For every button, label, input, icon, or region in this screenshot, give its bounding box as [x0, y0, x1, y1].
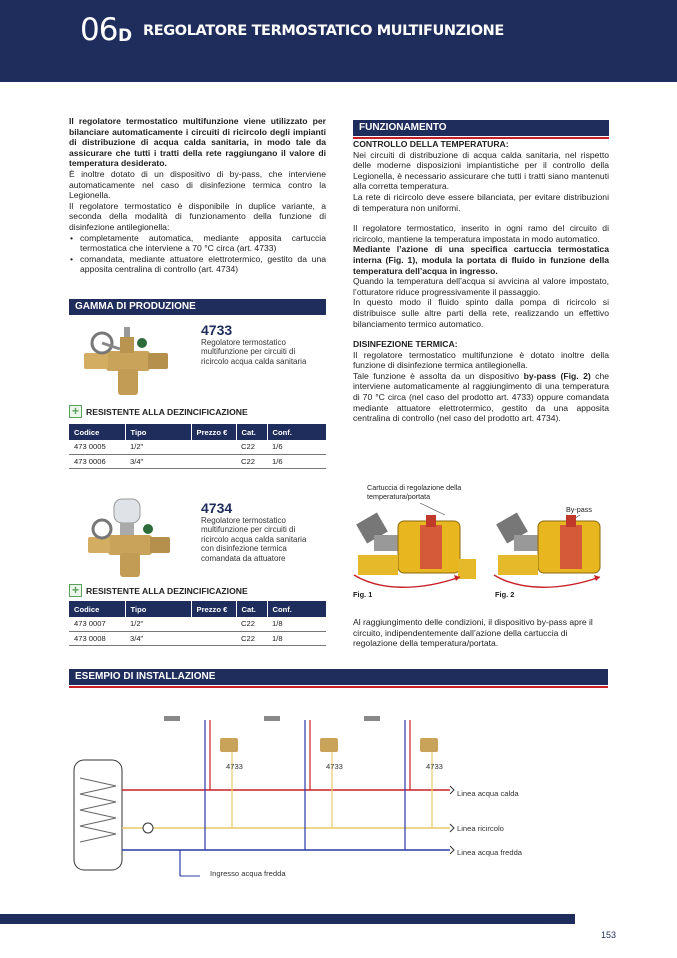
- para-final: Al raggiungimento delle condizioni, il dispositivo by-pass apre il circuito, indipendentemente dall’azione della cartuccia di regolazione della temperatura/portata.: [353, 617, 593, 649]
- intro-bold: Il regolatore termostatico multifunzione viene utilizzato per bilanciare automaticamente i circuiti di ricircolo degli impianti di distribuzione di acqua calda sanitaria, in modo tale da assicurare che tutti i tratti della rete raggiungano il valore di temperatura desiderato.: [69, 116, 326, 169]
- text-run: Tale funzione è assolta da un dispositivo: [353, 370, 524, 381]
- resist-text: RESISTENTE ALLA DEZINCIFICAZIONE: [86, 585, 248, 596]
- cell-conf: 1/8: [267, 617, 326, 631]
- gamma-title: GAMMA DI PRODUZIONE: [75, 301, 196, 312]
- para: Quando la temperatura dell’acqua si avvicina al valore impostato, l’otturatore riduce progressivamente il passaggio.: [353, 276, 609, 297]
- cell-codice: 473 0006: [69, 454, 125, 468]
- para: Nei circuiti di distribuzione di acqua calda sanitaria, nel rispetto delle moderne disposizioni impiantistiche per il controllo della Legionella, è necessario assicurare che tutti i tratti siano mantenuti alla corretta temperatura.: [353, 149, 609, 192]
- page-title: REGOLATORE TERMOSTATICO MULTIFUNZIONE: [143, 23, 504, 39]
- cell-prezzo: [191, 454, 236, 468]
- para-bold: Mediante l’azione di una specifica cartuccia termostatica interna (Fig. 1), modula la portata di fluido in funzione della temperatura dell’acqua in ingresso.: [353, 244, 609, 276]
- sub-disinfezione: DISINFEZIONE TERMICA:: [353, 339, 458, 350]
- installazione-title: ESEMPIO DI INSTALLAZIONE: [75, 671, 216, 682]
- para: La rete di ricircolo deve essere bilanciata, per evitare distribuzioni di temperatura non uniformi.: [353, 191, 609, 213]
- resist-label-4734: [69, 584, 248, 597]
- intro-p3: Il regolatore termostatico è disponibile in duplice variante, a seconda della modalità di funzionamento della funzione di disinfezione antilegionella:: [69, 200, 326, 232]
- fig-caption-cartridge: Cartuccia di regolazione della temperatura/portata: [367, 483, 462, 501]
- cell-cat: C22: [236, 617, 267, 631]
- bullet-item: • comandata, mediante attuatore elettrotermico, gestito da una apposita centralina di controllo (art. 4734): [69, 254, 326, 275]
- col-conf: Conf.: [267, 601, 326, 617]
- table-row: [69, 631, 326, 645]
- cell-prezzo: [191, 617, 236, 631]
- table-row: [69, 440, 326, 454]
- plus-icon: +: [69, 405, 82, 418]
- gamma-section-header: [69, 299, 326, 315]
- product-table-4733: [69, 424, 326, 469]
- cell-conf: 1/6: [267, 440, 326, 454]
- installation-diagram: [60, 700, 620, 890]
- funzionamento-title: FUNZIONAMENTO: [359, 122, 447, 133]
- para: In questo modo il fluido spinto dalla pompa di ricircolo si distribuisce sulle altre parti della rete, realizzando un effettivo bilanciamento termico automatico.: [353, 297, 609, 329]
- col-prezzo: Prezzo €: [191, 601, 236, 617]
- col-prezzo: Prezzo €: [191, 424, 236, 440]
- para-bypass: [353, 371, 609, 424]
- cell-tipo: 1/2": [125, 617, 191, 631]
- valve-label: 4733: [426, 762, 443, 771]
- col-tipo: Tipo: [125, 424, 191, 440]
- cell-tipo: 3/4": [125, 454, 191, 468]
- valve-label: 4733: [326, 762, 343, 771]
- cell-tipo: 1/2": [125, 440, 191, 454]
- bullet-item: • completamente automatica, mediante apposita cartuccia termostatica che interviene a 70 °C circa (art. 4733): [69, 233, 326, 254]
- cold-line-label: Linea acqua fredda: [457, 848, 523, 857]
- intro-text: [69, 116, 326, 275]
- sub-controllo: CONTROLLO DELLA TEMPERATURA:: [353, 139, 509, 149]
- product-code-4733: 4733: [201, 322, 233, 338]
- fig-caption-bypass: By-pass: [566, 505, 592, 514]
- funzionamento-text: [353, 139, 609, 424]
- product-desc-4733: Regolatore termostatico multifunzione per circuiti di ricircolo acqua calda sanitaria: [201, 338, 307, 366]
- section-number: 06: [80, 12, 118, 48]
- text-run: che interviene automaticamente al raggiungimento di una temperatura di 70 °C circa (nel caso del prodotto art. 4733) oppure comandata mediante attuatore elettrotermico, gestito da una apposita centralina di controllo (nel caso del prodotto art. 4734).: [353, 370, 610, 424]
- col-tipo: Tipo: [125, 601, 191, 617]
- valve-4734-image: [84, 495, 176, 580]
- fig1-label: Fig. 1: [353, 590, 373, 599]
- cell-cat: C22: [236, 440, 267, 454]
- fig2-drawing: [494, 512, 600, 587]
- installazione-section-header: [69, 669, 608, 685]
- section-letter: D: [118, 26, 133, 46]
- col-cat: Cat.: [236, 424, 267, 440]
- cell-codice: 473 0007: [69, 617, 125, 631]
- cell-prezzo: [191, 440, 236, 454]
- cell-codice: 473 0008: [69, 631, 125, 645]
- col-codice: Codice: [69, 601, 125, 617]
- col-cat: Cat.: [236, 601, 267, 617]
- product-code-4734: 4734: [201, 500, 233, 516]
- para: Il regolatore termostatico, inserito in ogni ramo del circuito di ricircolo, mantiene la temperatura impostata in modo automatico.: [353, 223, 609, 244]
- product-desc-4734: Regolatore termostatico multifunzione per circuiti di ricircolo acqua calda sanitaria con disinfezione termica comandata da attuatore: [201, 516, 307, 563]
- brand-logo: TIEMME: [478, 911, 540, 928]
- cell-cat: C22: [236, 631, 267, 645]
- intro-p2: È inoltre dotato di un dispositivo di by-pass, che interviene automaticamente nel caso di disinfezione termica contro la Legionella.: [69, 168, 326, 201]
- page-number: 153: [601, 930, 617, 940]
- table-row: [69, 617, 326, 631]
- resist-text: RESISTENTE ALLA DEZINCIFICAZIONE: [86, 406, 248, 417]
- cell-conf: 1/8: [267, 631, 326, 645]
- valve-label: 4733: [226, 762, 243, 771]
- cell-tipo: 3/4": [125, 631, 191, 645]
- table-row: [69, 454, 326, 468]
- red-underline: [69, 686, 608, 688]
- valve-4733-image: [80, 323, 172, 398]
- hot-line-label: Linea acqua calda: [457, 789, 519, 798]
- funzionamento-section-header: [353, 120, 609, 136]
- cell-conf: 1/6: [267, 454, 326, 468]
- valve-section-figures: [350, 495, 610, 595]
- plus-icon: +: [69, 584, 82, 597]
- intro-bullets: [69, 233, 326, 275]
- cell-codice: 473 0005: [69, 440, 125, 454]
- col-codice: Codice: [69, 424, 125, 440]
- cell-prezzo: [191, 631, 236, 645]
- cell-cat: C22: [236, 454, 267, 468]
- page-header: [0, 0, 677, 82]
- para: Il regolatore termostatico multifunzione è dotato inoltre della funzione di disinfezione termica antilegionella.: [353, 349, 609, 371]
- cold-inlet-label: Ingresso acqua fredda: [210, 869, 286, 878]
- product-table-4734: [69, 601, 326, 646]
- fig2-label: Fig. 2: [495, 590, 515, 599]
- resist-label-4733: [69, 405, 248, 418]
- text-run-bold: by-pass (Fig. 2): [523, 370, 591, 381]
- recirc-line-label: Linea ricircolo: [457, 824, 504, 833]
- col-conf: Conf.: [267, 424, 326, 440]
- fig1-drawing: [354, 512, 476, 587]
